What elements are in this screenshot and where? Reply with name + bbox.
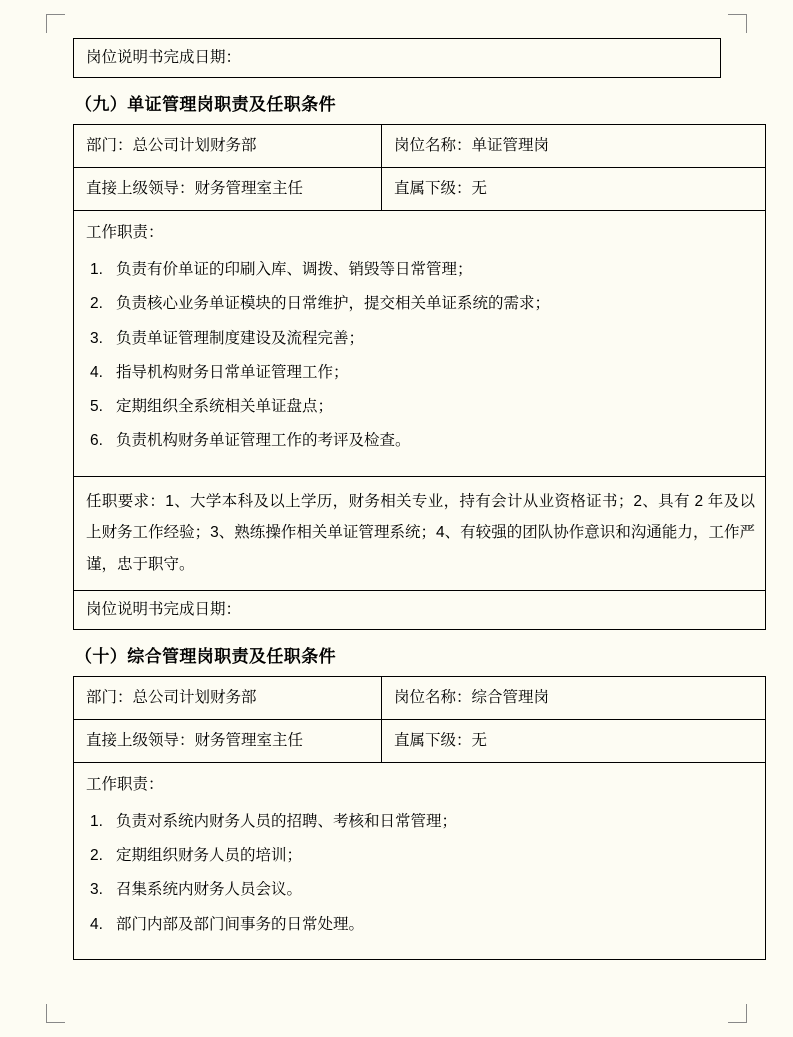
department-cell: 部门：总公司计划财务部 [74, 125, 382, 168]
supervisor-cell: 直接上级领导：财务管理室主任 [74, 168, 382, 211]
completion-date-cell: 岗位说明书完成日期： [74, 39, 721, 78]
list-item: 定期组织全系统相关单证盘点； [116, 398, 334, 416]
table-row [74, 476, 766, 590]
table-row [74, 719, 766, 762]
table-row [74, 762, 766, 959]
list-item: 召集系统内财务人员会议。 [116, 881, 303, 899]
duties-label: 工作职责： [86, 224, 164, 242]
crop-mark-bottom-left [46, 1004, 65, 1023]
subordinate-cell: 直属下级：无 [382, 719, 766, 762]
table-row [74, 676, 766, 719]
position-name-cell: 岗位名称：综合管理岗 [382, 676, 766, 719]
position-name-cell: 岗位名称：单证管理岗 [382, 125, 766, 168]
subordinate-cell: 直属下级：无 [382, 168, 766, 211]
list-item: 定期组织财务人员的培训； [116, 847, 303, 865]
list-item: 负责核心业务单证模块的日常维护，提交相关单证系统的需求； [116, 295, 551, 313]
list-item: 负责有价单证的印刷入库、调拨、销毁等日常管理； [116, 261, 473, 279]
list-item: 负责机构财务单证管理工作的考评及检查。 [116, 432, 411, 450]
crop-mark-top-right [728, 14, 747, 33]
duties-cell [74, 762, 766, 959]
department-cell: 部门：总公司计划财务部 [74, 676, 382, 719]
table-row [74, 590, 766, 629]
table-row [74, 168, 766, 211]
requirements-text: 任职要求：1、大学本科及以上学历，财务相关专业，持有会计从业资格证书；2、具有 2 年及以上财务工作经验；3、熟练操作相关单证管理系统；4、有较强的团队协作意识和沟通能力，工作严谨，忠于职守。 [86, 492, 755, 574]
duties-cell [74, 211, 766, 477]
table-section-nine [73, 124, 766, 630]
table-previous-section [73, 38, 721, 78]
supervisor-cell: 直接上级领导：财务管理室主任 [74, 719, 382, 762]
requirements-cell [74, 476, 766, 590]
duties-label: 工作职责： [86, 775, 164, 793]
duties-list [86, 258, 755, 453]
list-item: 部门内部及部门间事务的日常处理。 [116, 915, 365, 933]
table-row [74, 39, 721, 78]
section-heading-ten: （十）综合管理岗职责及任职条件 [75, 646, 336, 666]
document-content [73, 38, 755, 960]
list-item: 负责对系统内财务人员的招聘、考核和日常管理； [116, 812, 458, 830]
table-row [74, 211, 766, 477]
list-item: 负责单证管理制度建设及流程完善； [116, 329, 365, 347]
completion-date-cell: 岗位说明书完成日期： [74, 590, 766, 629]
section-heading-nine: （九）单证管理岗职责及任职条件 [75, 95, 336, 115]
table-row [74, 125, 766, 168]
list-item: 指导机构财务日常单证管理工作； [116, 363, 349, 381]
crop-mark-bottom-right [728, 1004, 747, 1023]
duties-list [86, 810, 755, 936]
crop-mark-top-left [46, 14, 65, 33]
table-section-ten [73, 676, 766, 960]
